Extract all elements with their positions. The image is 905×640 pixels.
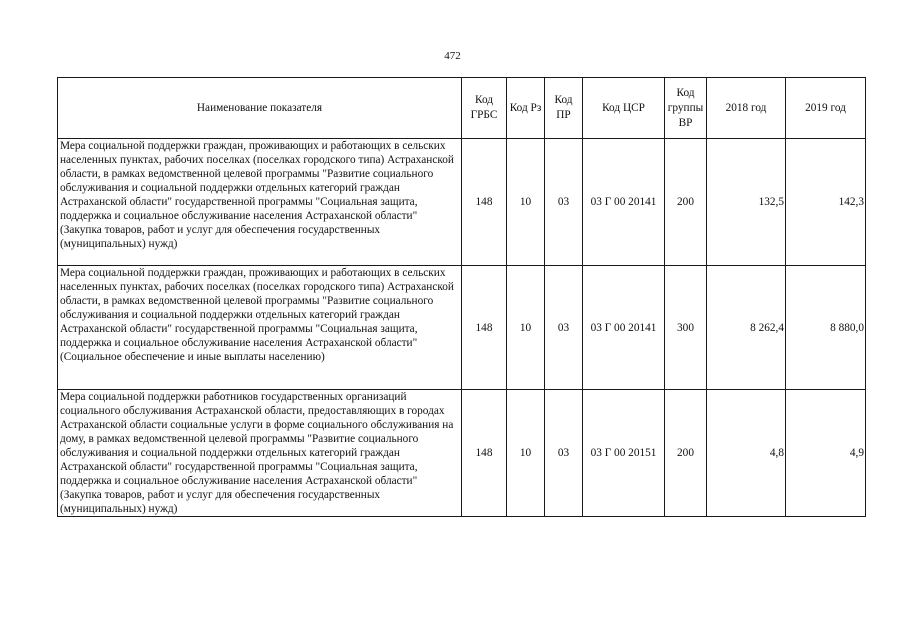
table-row xyxy=(58,266,866,390)
header-pr: Код ПР xyxy=(545,78,583,139)
header-row xyxy=(58,78,866,139)
row-vr: 300 xyxy=(665,266,707,390)
row-name: Мера социальной поддержки работников государственных организаций социального обслуживания Астраханской области, предоставляющих в городах Астраханской области социальные услуги в форме социального обслуживания на дому, в рамках ведомственной целевой программы "Развитие социального обслуживания и социальной поддержки отдельных категорий граждан Астраханской области" государственной программы "Социальная защита, поддержка и социальное обслуживание населения Астраханской области" (Закупка товаров, работ и услуг для обеспечения государственных (муниципальных) нужд) xyxy=(58,390,462,517)
row-vr: 200 xyxy=(665,390,707,517)
header-2019: 2019 год xyxy=(786,78,866,139)
row-pr: 03 xyxy=(545,139,583,266)
row-2019: 8 880,0 xyxy=(786,266,866,390)
page-number: 472 xyxy=(444,50,461,62)
row-csr: 03 Г 00 20151 xyxy=(583,390,665,517)
row-2018: 4,8 xyxy=(707,390,786,517)
table-row xyxy=(58,390,866,517)
row-2018: 8 262,4 xyxy=(707,266,786,390)
header-csr: Код ЦСР xyxy=(583,78,665,139)
table-row xyxy=(58,139,866,266)
header-name: Наименование показателя xyxy=(58,78,462,139)
row-grbs: 148 xyxy=(462,390,507,517)
header-rz: Код Рз xyxy=(507,78,545,139)
row-rz: 10 xyxy=(507,390,545,517)
row-grbs: 148 xyxy=(462,139,507,266)
row-pr: 03 xyxy=(545,390,583,517)
row-grbs: 148 xyxy=(462,266,507,390)
header-grbs: Код ГРБС xyxy=(462,78,507,139)
row-vr: 200 xyxy=(665,139,707,266)
row-pr: 03 xyxy=(545,266,583,390)
budget-table xyxy=(57,77,866,517)
row-rz: 10 xyxy=(507,139,545,266)
row-name: Мера социальной поддержки граждан, проживающих и работающих в сельских населенных пунктах, рабочих поселках (поселках городского типа) Астраханской области, в рамках ведомственной целевой программы "Развитие социального обслуживания и социальной поддержки отдельных категорий граждан Астраханской области" государственной программы "Социальная защита, поддержка и социальное обслуживание населения Астраханской области" (Закупка товаров, работ и услуг для обеспечения государственных (муниципальных) нужд) xyxy=(58,139,462,266)
row-csr: 03 Г 00 20141 xyxy=(583,139,665,266)
row-rz: 10 xyxy=(507,266,545,390)
header-2018: 2018 год xyxy=(707,78,786,139)
row-name: Мера социальной поддержки граждан, проживающих и работающих в сельских населенных пунктах, рабочих поселках (поселках городского типа) Астраханской области, в рамках ведомственной целевой программы "Развитие социального обслуживания и социальной поддержки отдельных категорий граждан Астраханской области" государственной программы "Социальная защита, поддержка и социальное обслуживание населения Астраханской области" (Социальное обеспечение и иные выплаты населению) xyxy=(58,266,462,390)
row-2018: 132,5 xyxy=(707,139,786,266)
header-vr: Код группы ВР xyxy=(665,78,707,139)
row-csr: 03 Г 00 20141 xyxy=(583,266,665,390)
row-2019: 142,3 xyxy=(786,139,866,266)
row-2019: 4,9 xyxy=(786,390,866,517)
